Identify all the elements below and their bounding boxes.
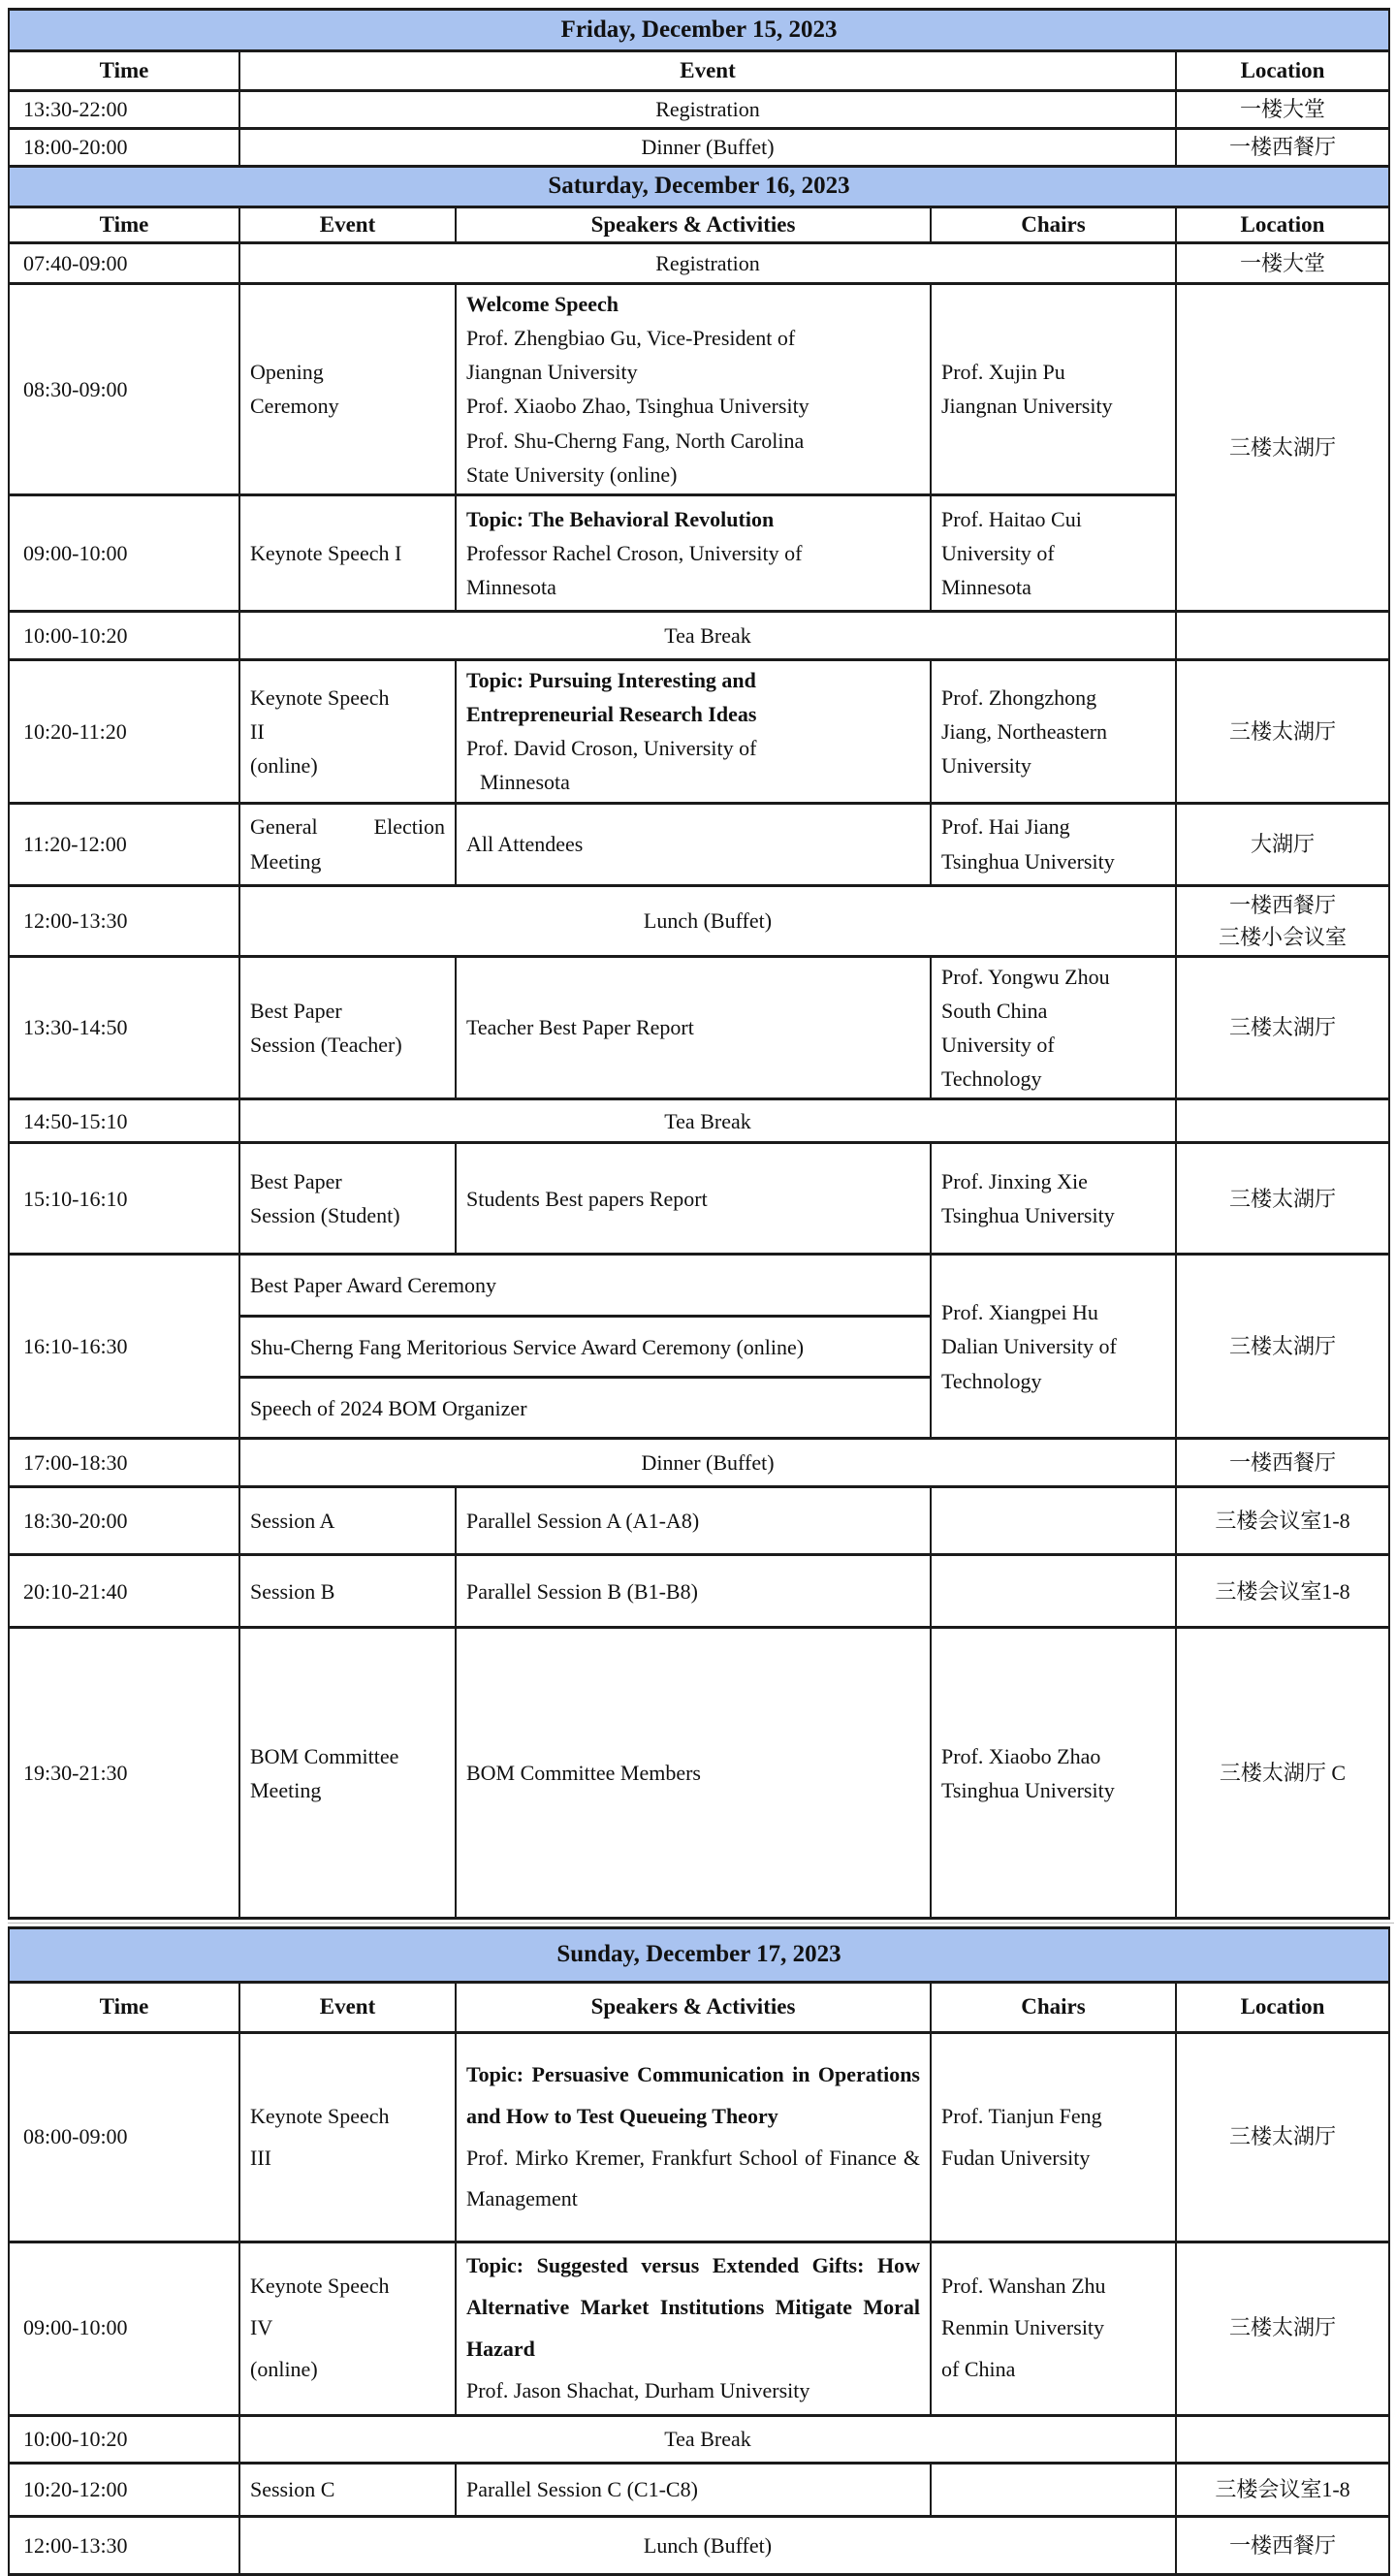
location-cell: 一楼大堂 <box>1176 90 1389 128</box>
location-cell: 三楼太湖厅 <box>1176 659 1389 803</box>
speakers-cell: Parallel Session A (A1-A8) <box>456 1487 931 1555</box>
table-row <box>9 1983 1389 2033</box>
merged-event-cell: Tea Break <box>239 1099 1176 1143</box>
merged-event-cell: Lunch (Buffet) <box>239 885 1176 956</box>
time-cell: 18:00-20:00 <box>9 128 239 166</box>
time-cell: 13:30-22:00 <box>9 90 239 128</box>
location-cell: 三楼太湖厅 <box>1176 1143 1389 1255</box>
time-cell: 15:10-16:10 <box>9 1143 239 1255</box>
location-cell: 三楼太湖厅 <box>1176 2242 1389 2416</box>
location-cell: 一楼西餐厅 <box>1176 2517 1389 2575</box>
location-cell: 三楼太湖厅 <box>1176 956 1389 1099</box>
location-cell: 三楼会议室1-8 <box>1176 1555 1389 1628</box>
event-cell: Session B <box>239 1555 456 1628</box>
table-row <box>9 10 1389 51</box>
award-item-cell: Shu-Cherng Fang Meritorious Service Award Ceremony (online) <box>239 1317 931 1378</box>
location-cell: 三楼会议室1-8 <box>1176 1487 1389 1555</box>
time-cell: 14:50-15:10 <box>9 1099 239 1143</box>
table-row <box>9 1487 1389 1555</box>
time-cell: 11:20-12:00 <box>9 803 239 885</box>
time-cell: 12:00-13:30 <box>9 2517 239 2575</box>
column-header-location: Location <box>1176 51 1389 90</box>
time-cell: 13:30-14:50 <box>9 956 239 1099</box>
event-cell: Opening Ceremony <box>239 283 456 494</box>
event-cell: Keynote Speech I <box>239 494 456 611</box>
table-row <box>9 2242 1389 2416</box>
location-cell: 三楼太湖厅 <box>1176 1255 1389 1439</box>
table-row <box>9 611 1389 659</box>
chairs-cell: Prof. Yongwu Zhou South China University of Technology <box>931 956 1176 1099</box>
merged-event-cell: Registration <box>239 242 1176 283</box>
speakers-cell: Parallel Session B (B1-B8) <box>456 1555 931 1628</box>
chairs-cell: Prof. Xiaobo Zhao Tsinghua University <box>931 1628 1176 1919</box>
time-cell: 10:20-11:20 <box>9 659 239 803</box>
table-row <box>9 1928 1389 1983</box>
time-cell: 08:30-09:00 <box>9 283 239 494</box>
merged-event-cell: Dinner (Buffet) <box>239 1439 1176 1487</box>
table-row <box>9 207 1389 242</box>
chairs-cell <box>931 1555 1176 1628</box>
event-cell: Keynote Speech III <box>239 2033 456 2242</box>
day-title: Sunday, December 17, 2023 <box>9 1928 1389 1983</box>
time-cell: 16:10-16:30 <box>9 1255 239 1439</box>
chairs-cell: Prof. Wanshan Zhu Renmin University of China <box>931 2242 1176 2416</box>
event-cell: Best Paper Session (Student) <box>239 1143 456 1255</box>
location-cell <box>1176 2415 1389 2464</box>
sunday-table <box>8 1926 1390 2576</box>
chairs-cell: Prof. Tianjun Feng Fudan University <box>931 2033 1176 2242</box>
table-gap <box>8 1920 1394 1926</box>
location-cell: 三楼太湖厅 <box>1176 2033 1389 2242</box>
table-row <box>9 128 1389 166</box>
location-cell: 一楼西餐厅 <box>1176 128 1389 166</box>
table-row <box>9 1439 1389 1487</box>
table-row <box>9 885 1389 956</box>
event-cell: Session A <box>239 1487 456 1555</box>
table-row <box>9 283 1389 494</box>
chairs-cell: Prof. Hai Jiang Tsinghua University <box>931 803 1176 885</box>
table-row <box>9 2033 1389 2242</box>
time-cell: 10:00-10:20 <box>9 2415 239 2464</box>
chairs-cell: Prof. Haitao Cui University of Minnesota <box>931 494 1176 611</box>
event-cell: General Election Meeting <box>239 803 456 885</box>
column-header-chairs: Chairs <box>931 1983 1176 2033</box>
column-header-time: Time <box>9 207 239 242</box>
time-cell: 18:30-20:00 <box>9 1487 239 1555</box>
column-header-speakers: Speakers & Activities <box>456 1983 931 2033</box>
day-title: Saturday, December 16, 2023 <box>9 166 1389 207</box>
column-header-chairs: Chairs <box>931 207 1176 242</box>
table-row <box>9 166 1389 207</box>
time-cell: 08:00-09:00 <box>9 2033 239 2242</box>
table-row <box>9 1628 1389 1919</box>
friday-table <box>8 8 1390 168</box>
time-cell: 17:00-18:30 <box>9 1439 239 1487</box>
location-cell <box>1176 1099 1389 1143</box>
merged-event-cell: Tea Break <box>239 2415 1176 2464</box>
speakers-cell: Welcome Speech Prof. Zhengbiao Gu, Vice-President of Jiangnan University Prof. Xiaobo Zhao, Tsinghua University Prof. Shu-Cherng Fang, North Carolina State University (online) <box>456 283 931 494</box>
table-row <box>9 2517 1389 2575</box>
chairs-cell: Prof. Zhongzhong Jiang, Northeastern University <box>931 659 1176 803</box>
event-cell: Keynote Speech IV (online) <box>239 2242 456 2416</box>
column-header-time: Time <box>9 1983 239 2033</box>
location-cell: 三楼太湖厅 C <box>1176 1628 1389 1919</box>
table-row <box>9 90 1389 128</box>
column-header-event: Event <box>239 1983 456 2033</box>
table-row <box>9 242 1389 283</box>
speakers-cell: Topic: Pursuing Interesting and Entrepreneurial Research Ideas Prof. David Croson, University of Minnesota <box>456 659 931 803</box>
merged-event-cell: Tea Break <box>239 611 1176 659</box>
speakers-cell: Students Best papers Report <box>456 1143 931 1255</box>
table-row <box>9 1143 1389 1255</box>
speakers-cell: Topic: Suggested versus Extended Gifts: How Alternative Market Institutions Mitigate Moral Hazard Prof. Jason Shachat, Durham University <box>456 2242 931 2416</box>
column-header-event: Event <box>239 207 456 242</box>
chairs-cell <box>931 1487 1176 1555</box>
table-row <box>9 1555 1389 1628</box>
table-row <box>9 956 1389 1099</box>
time-cell: 12:00-13:30 <box>9 885 239 956</box>
table-row <box>9 2415 1389 2464</box>
column-header-event: Event <box>239 51 1176 90</box>
event-cell: Best Paper Session (Teacher) <box>239 956 456 1099</box>
time-cell: 20:10-21:40 <box>9 1555 239 1628</box>
event-cell: BOM Committee Meeting <box>239 1628 456 1919</box>
table-row <box>9 1099 1389 1143</box>
time-cell: 09:00-10:00 <box>9 494 239 611</box>
table-row <box>9 803 1389 885</box>
chairs-cell: Prof. Jinxing Xie Tsinghua University <box>931 1143 1176 1255</box>
time-cell: 10:00-10:20 <box>9 611 239 659</box>
location-cell: 大湖厅 <box>1176 803 1389 885</box>
column-header-time: Time <box>9 51 239 90</box>
column-header-speakers: Speakers & Activities <box>456 207 931 242</box>
table-row <box>9 51 1389 90</box>
column-header-location: Location <box>1176 1983 1389 2033</box>
award-item-cell: Speech of 2024 BOM Organizer <box>239 1378 931 1439</box>
location-cell: 一楼西餐厅 <box>1176 1439 1389 1487</box>
gap-line <box>8 1923 1394 1924</box>
time-cell: 19:30-21:30 <box>9 1628 239 1919</box>
column-header-location: Location <box>1176 207 1389 242</box>
location-cell: 一楼西餐厅 三楼小会议室 <box>1176 885 1389 956</box>
chairs-cell: Prof. Xiangpei Hu Dalian University of Technology <box>931 1255 1176 1439</box>
location-cell <box>1176 611 1389 659</box>
merged-event-cell: Lunch (Buffet) <box>239 2517 1176 2575</box>
location-cell: 三楼会议室1-8 <box>1176 2464 1389 2517</box>
event-cell: Dinner (Buffet) <box>239 128 1176 166</box>
event-cell: Keynote Speech II (online) <box>239 659 456 803</box>
time-cell: 07:40-09:00 <box>9 242 239 283</box>
time-cell: 10:20-12:00 <box>9 2464 239 2517</box>
day-title: Friday, December 15, 2023 <box>9 10 1389 51</box>
speakers-cell: Topic: Persuasive Communication in Operations and How to Test Queueing Theory Prof. Mirko Kremer, Frankfurt School of Finance & Management <box>456 2033 931 2242</box>
time-cell: 09:00-10:00 <box>9 2242 239 2416</box>
chairs-cell <box>931 2464 1176 2517</box>
location-cell: 一楼大堂 <box>1176 242 1389 283</box>
speakers-cell: Topic: The Behavioral Revolution Professor Rachel Croson, University of Minnesota <box>456 494 931 611</box>
saturday-table <box>8 165 1390 1921</box>
speakers-cell: BOM Committee Members <box>456 1628 931 1919</box>
table-row <box>9 2464 1389 2517</box>
speakers-cell: All Attendees <box>456 803 931 885</box>
chairs-cell: Prof. Xujin Pu Jiangnan University <box>931 283 1176 494</box>
event-cell: Registration <box>239 90 1176 128</box>
event-cell: Session C <box>239 2464 456 2517</box>
location-cell: 三楼太湖厅 <box>1176 283 1389 611</box>
speakers-cell: Teacher Best Paper Report <box>456 956 931 1099</box>
speakers-cell: Parallel Session C (C1-C8) <box>456 2464 931 2517</box>
award-item-cell: Best Paper Award Ceremony <box>239 1255 931 1317</box>
table-row <box>9 1255 1389 1317</box>
table-row <box>9 659 1389 803</box>
